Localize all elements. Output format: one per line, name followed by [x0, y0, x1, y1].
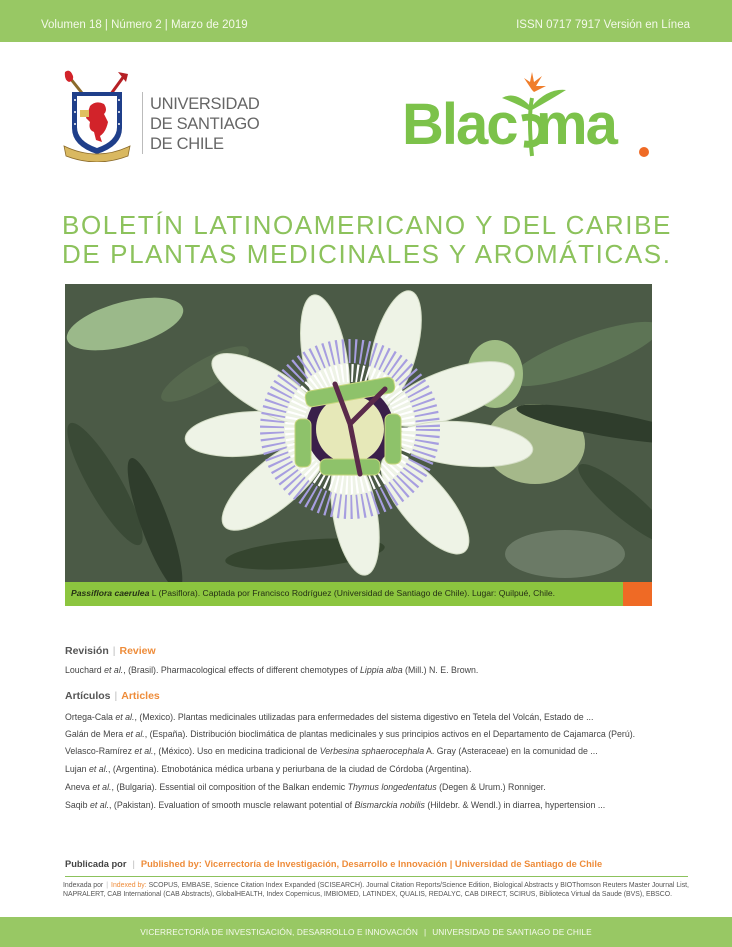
entry-title: , (Pakistan). Evaluation of smooth muscle relawant potential of — [109, 800, 355, 810]
indexing-info — [63, 881, 703, 899]
publisher-separator: | — [132, 859, 135, 869]
publisher-line — [65, 859, 602, 869]
blacpma-logo-text: Blac — [402, 92, 517, 157]
footer-right-text: UNIVERSIDAD DE SANTIAGO DE CHILE — [432, 927, 592, 937]
publisher-label-en: Published by: Vicerrectoría de Investigación, Desarrollo e Innovación | Universidad de Santiago de Chile — [140, 859, 603, 869]
journal-title — [62, 211, 672, 269]
university-name-line: DE SANTIAGO — [150, 115, 260, 133]
article-item[interactable] — [65, 764, 471, 774]
entry-species: Lippia alba — [360, 665, 403, 675]
svg-text:ma: ma — [536, 92, 616, 157]
caption-accent-block — [623, 582, 652, 606]
university-name-line: UNIVERSIDAD — [150, 95, 260, 113]
footer-separator: | — [423, 927, 427, 937]
review-heading-en: Review — [119, 645, 156, 657]
article-item[interactable] — [65, 712, 593, 722]
entry-title-rest: (Degen & Urum.) Ronniger. — [436, 782, 546, 792]
entry-title-rest: A. Gray (Asteraceae) en la comunidad de ... — [424, 746, 598, 756]
entry-species: Bismarckia nobilis — [354, 800, 425, 810]
entry-author: Saqib — [65, 800, 90, 810]
university-name — [150, 94, 259, 154]
review-heading-es: Revisión — [65, 645, 109, 657]
caption-text: L (Pasiflora). Captada por Francisco Rodríguez (Universidad de Santiago de Chile). Lugar: Quilpué, Chile. — [149, 588, 556, 598]
articles-heading — [65, 690, 160, 702]
indexing-label-es: Indexada por — [63, 882, 104, 889]
logo-divider — [142, 92, 143, 154]
entry-species: Thymus longedentatus — [347, 782, 437, 792]
indexing-label-en: Indexed by: — [111, 882, 147, 889]
entry-etal: et al. — [89, 800, 110, 810]
entry-author: Velasco-Ramírez — [65, 746, 135, 756]
entry-title: , (Bulgaria). Essential oil composition of the Balkan endemic — [111, 782, 348, 792]
university-crest-icon — [62, 70, 132, 162]
entry-author: Louchard — [65, 665, 105, 675]
article-item[interactable] — [65, 746, 598, 756]
photo-caption — [65, 582, 623, 606]
entry-title: , (Brasil). Pharmacological effects of different chemotypes of — [123, 665, 361, 675]
blacpma-logo-icon — [400, 68, 660, 164]
articles-heading-es: Artículos — [65, 690, 111, 702]
publisher-label-es: Publicada por — [65, 859, 127, 869]
heading-separator: | — [114, 690, 118, 702]
entry-title-rest: (Hildebr. & Wendl.) in diarrea, hypertension ... — [424, 800, 606, 810]
heading-separator: | — [112, 645, 116, 657]
entry-species: Verbesina sphaerocephala — [319, 746, 425, 756]
journal-title-line: DE PLANTAS MEDICINALES Y AROMÁTICAS. — [62, 239, 672, 269]
entry-etal: et al. — [125, 729, 145, 739]
entry-author: Galán de Mera — [65, 729, 126, 739]
issn-label: ISSN 0717 7917 Versión en Línea — [516, 19, 690, 31]
entry-title: , (Argentina). Etnobotánica médica urbana y periurbana de la ciudad de Córdoba (Argentina). — [108, 764, 472, 774]
entry-author: Aneva — [65, 782, 93, 792]
entry-title: , (Mexico). Plantas medicinales utilizadas para enfermedades del sistema digestivo en Tetela del Volcán, Estado de ... — [134, 712, 594, 722]
entry-etal: et al. — [104, 665, 124, 675]
review-heading — [65, 645, 156, 657]
entry-etal: et al. — [134, 746, 154, 756]
article-item[interactable] — [65, 800, 605, 810]
logo-dot — [639, 147, 649, 157]
indexing-list: SCOPUS, EMBASE, Science Citation Index Expanded (SCISEARCH). Journal Citation Reports/Science Edition, Biological Abstracts y BIOThomson Reuters Master Journal List, NAPRALERT, CAB International (CAB Abstracts), GlobalHEALTH, Index Copernicus, IMBIOMED, LATINDEX, QUALIS, REDALYC, CAB DIRECT, SCIRUS, Biblioteca Virtual da Saude (BVS), EBSCO. — [63, 882, 689, 898]
footer-bar — [0, 917, 732, 947]
entry-etal: et al. — [115, 712, 135, 722]
entry-title-rest: (Mill.) N. E. Brown. — [402, 665, 479, 675]
entry-etal: et al. — [88, 764, 109, 774]
caption-species: Passiflora caerulea — [71, 588, 150, 598]
university-logo — [62, 70, 272, 162]
entry-title: , (México). Uso en medicina tradicional de — [153, 746, 320, 756]
journal-logo — [400, 68, 660, 164]
entry-title: , (España). Distribución bioclimática de plantas medicinales y sus principios activos en el Departamento de Cajamarca (Perú). — [144, 729, 636, 739]
header-bar — [0, 0, 732, 42]
article-item[interactable] — [65, 782, 546, 792]
indexing-separator: | — [106, 882, 109, 889]
publisher-divider — [65, 876, 688, 877]
entry-author: Lujan — [65, 764, 89, 774]
issue-info: Volumen 18 | Número 2 | Marzo de 2019 — [41, 19, 248, 31]
journal-title-line: BOLETÍN LATINOAMERICANO Y DEL CARIBE — [62, 210, 672, 240]
cover-photo — [65, 284, 652, 582]
review-item[interactable] — [65, 665, 478, 675]
entry-etal: et al. — [92, 782, 112, 792]
footer-left-text: VICERRECTORÍA DE INVESTIGACIÓN, DESARROLLO E INNOVACIÓN — [140, 927, 418, 937]
articles-heading-en: Articles — [121, 690, 160, 702]
passionflower-image — [65, 284, 652, 582]
article-item[interactable] — [65, 729, 635, 739]
entry-author: Ortega-Cala — [65, 712, 116, 722]
university-name-line: DE CHILE — [150, 135, 224, 153]
